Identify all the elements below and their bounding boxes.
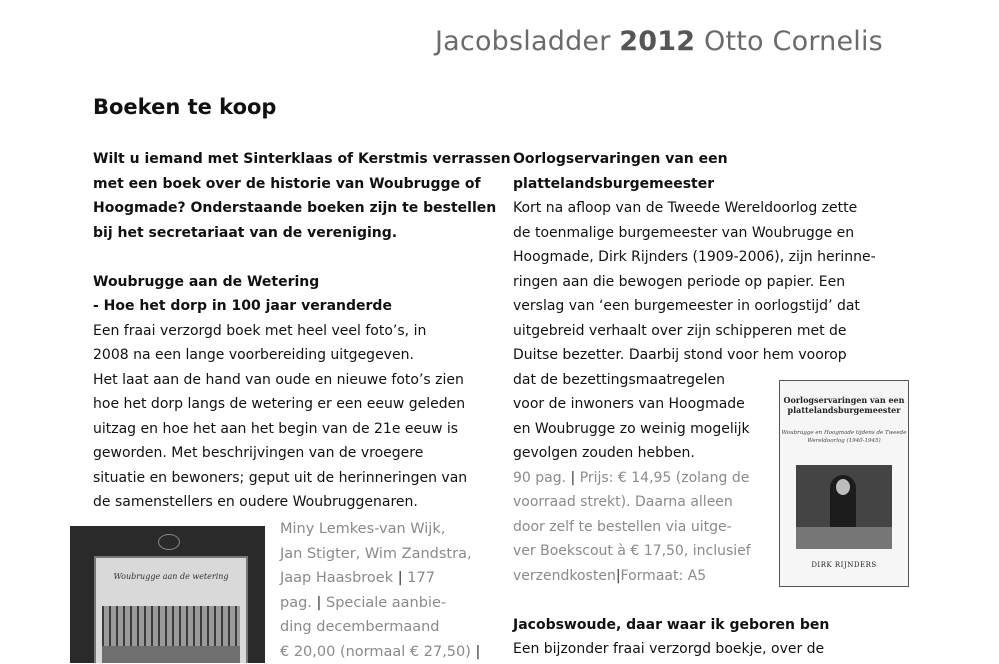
book2-price-detail: door zelf te bestellen via uitge- — [513, 518, 732, 535]
book2-desc-line: voor de inwoners van Hoogmade — [513, 396, 745, 412]
book1-title: Woubrugge aan de Wetering — [93, 273, 320, 290]
separator: | — [470, 643, 481, 660]
book1-desc-line: hoe het dorp langs de wetering er een eeuw geleden — [93, 396, 466, 412]
book1-pages-unit: pag. — [280, 594, 312, 611]
separator: | — [566, 469, 580, 486]
book2-desc-line: Kort na afloop van de Tweede Wereldoorlog zette — [513, 200, 858, 216]
book1-desc-line: situatie en bewoners; geput uit de herinneringen van — [93, 469, 468, 486]
book2-cover-subtitle: Woubrugge en Hoogmade tijdens de Tweede Wereldoorlog (1940-1945) — [781, 430, 907, 444]
book2-desc-line: en Woubrugge zo weinig mogelijk — [513, 420, 750, 437]
tree-line-illustration — [102, 606, 240, 646]
book1-authors: Miny Lemkes-van Wijk, — [280, 521, 446, 537]
book2-desc-line: dat de bezettingsmaatregelen — [513, 371, 725, 388]
ornament-icon — [158, 534, 180, 550]
book1-cover-image — [70, 526, 265, 663]
header-year: 2012 — [619, 26, 696, 57]
intro-line: Hoogmade? Onderstaande boeken zijn te bestellen — [93, 200, 497, 216]
book2-title: plattelandsburgemeester — [513, 175, 715, 192]
book2-cover-title: Oorlogservaringen van een plattelandsburgemeester — [783, 395, 905, 415]
book1-desc-line: Een fraai verzorgd boek met heel veel foto’s, in — [93, 322, 427, 339]
book2-desc-line: gevolgen zouden hebben. — [513, 445, 695, 461]
book2-desc-line: Hoogmade, Dirk Rijnders (1909-2006), zijn herinne- — [513, 249, 876, 265]
book1-offer: Speciale aanbie- — [326, 594, 447, 611]
book1-offer: ding decembermaand — [280, 619, 440, 635]
book1-details — [280, 517, 481, 664]
book1-desc-line: Het laat aan de hand van oude en nieuwe foto’s zien — [93, 371, 464, 388]
book3-desc-line: Een bijzonder fraai verzorgd boekje, over de — [513, 641, 825, 657]
page-header — [435, 26, 890, 57]
book2-shipping: verzendkosten — [513, 567, 616, 584]
book1-desc-line: 2008 na een lange voorbereiding uitgegeven. — [93, 347, 414, 363]
book2-price-detail: ver Boekscout à € 17,50, inclusief — [513, 543, 751, 559]
book2-desc-line: verslag van ‘een burgemeester in oorlogstijd’ dat — [513, 298, 860, 314]
separator: | — [311, 594, 327, 611]
book2-desc-line: Duitse bezetter. Daarbij stond voor hem voorop — [513, 347, 847, 363]
intro-line: Wilt u iemand met Sinterklaas of Kerstmis verrassen — [93, 151, 511, 167]
water-illustration — [102, 646, 240, 663]
book2-price: Prijs: € 14,95 (zolang de — [579, 469, 750, 486]
book3-title: Jacobswoude, daar waar ik geboren ben — [513, 616, 830, 633]
book2-cover-image — [779, 380, 909, 587]
header-prefix: Jacobsladder — [435, 26, 620, 57]
intro-line: bij het secretariaat van de vereniging. — [93, 224, 398, 241]
portrait-photo — [796, 465, 892, 549]
book1-desc-line: de samenstellers en oudere Woubruggenaren. — [93, 494, 418, 510]
separator: | — [615, 567, 621, 584]
book2-cover-author: DIRK RIJNDERS — [811, 561, 877, 569]
book1-price: € 20,00 (normaal € 27,50) — [280, 643, 471, 660]
book1-subtitle: - Hoe het dorp in 100 jaar veranderde — [93, 298, 392, 314]
book1-authors: Jan Stigter, Wim Zandstra, — [280, 545, 472, 562]
book1-cover-title: Woubrugge aan de wetering — [113, 572, 229, 581]
book2-format: Formaat: A5 — [620, 567, 707, 584]
book1-pages: 177 — [407, 570, 435, 586]
book1-desc-line: geworden. Met beschrijvingen van de vroegere — [93, 445, 424, 461]
desk-illustration — [796, 527, 892, 549]
book2-pages: 90 pag. — [513, 469, 567, 486]
separator: | — [393, 570, 408, 586]
header-suffix: Otto Cornelis — [695, 26, 883, 57]
left-column — [93, 147, 511, 515]
book2-desc-line: uitgebreid verhaalt over zijn schipperen met de — [513, 322, 847, 339]
book2-title: Oorlogservaringen van een — [513, 151, 728, 167]
book2-desc-line: ringen aan die bewogen periode op papier. Een — [513, 273, 846, 290]
book1-desc-line: uitzag en hoe het aan het begin van de 21e eeuw is — [93, 420, 459, 437]
intro-line: met een boek over de historie van Woubrugge of — [93, 175, 481, 192]
book2-price-detail: voorraad strekt). Daarna alleen — [513, 494, 733, 510]
section-title: Boeken te koop — [93, 95, 277, 119]
face-illustration — [836, 479, 850, 495]
book1-author: Jaap Haasbroek — [280, 570, 394, 586]
book2-desc-line: de toenmalige burgemeester van Woubrugge en — [513, 224, 855, 241]
